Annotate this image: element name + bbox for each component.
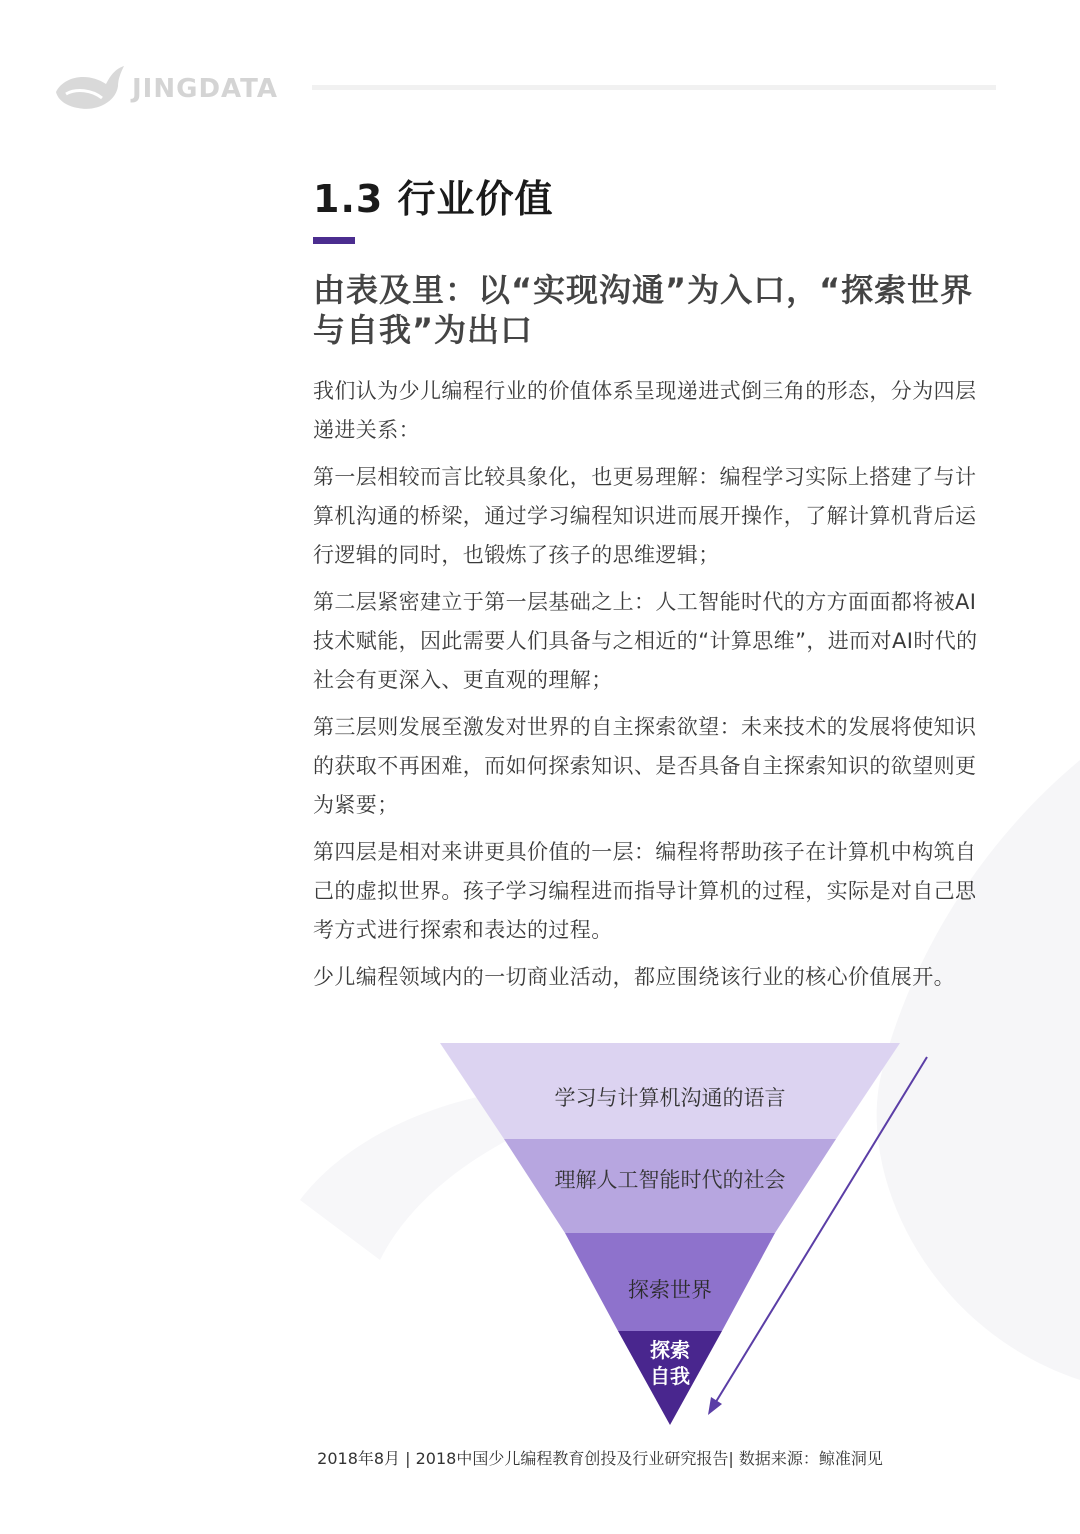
paragraph-layer-3: 第三层则发展至激发对世界的自主探索欲望：未来技术的发展将使知识的获取不再困难，而如何探索知识、是否具备自主探索知识的欲望则更为紧要； (313, 715, 977, 817)
pyramid-layer-4-label-line2: 自我 (650, 1364, 690, 1388)
pyramid-layer-2-label: 理解人工智能时代的社会 (554, 1168, 786, 1192)
page-footer: 2018年8月 | 2018中国少儿编程教育创投及行业研究报告| 数据来源：鲸准洞见 (317, 1449, 883, 1468)
paragraph-layer-4: 第四层是相对来讲更具价值的一层：编程将帮助孩子在计算机中构筑自己的虚拟世界。孩子学习编程进而指导计算机的过程，实际是对自己思考方式进行探索和表达的过程。 (313, 840, 977, 942)
header-divider (312, 85, 996, 90)
pyramid-layer-3-label: 探索世界 (628, 1278, 712, 1302)
paragraph-layer-2: 第二层紧密建立于第一层基础之上：人工智能时代的方方面面都将被AI技术赋能，因此需要人们具备与之相近的“计算思维”，进而对AI时代的社会有更深入、更直观的理解； (313, 590, 978, 692)
logo-text: JINGDATA (132, 74, 278, 104)
section-title: 1.3 行业价值 (313, 177, 554, 221)
pyramid-layer-4-label-line1: 探索 (650, 1338, 690, 1362)
pyramid-layer-1-label: 学习与计算机沟通的语言 (554, 1086, 786, 1110)
value-pyramid-diagram (430, 1035, 950, 1435)
section-subtitle: 由表及里：以“实现沟通”为入口，“探索世界与自我”为出口 (313, 271, 974, 349)
paragraph-layer-1: 第一层相较而言比较具象化，也更易理解：编程学习实际上搭建了与计算机沟通的桥梁，通过学习编程知识进而展开操作，了解计算机背后运行逻辑的同时，也锻炼了孩子的思维逻辑； (313, 465, 977, 567)
paragraph-intro: 我们认为少儿编程行业的价值体系呈现递进式倒三角的形态，分为四层递进关系： (313, 379, 977, 442)
title-accent-bar (313, 237, 355, 244)
body-text (313, 372, 989, 1005)
paragraph-conclusion: 少儿编程领域内的一切商业活动，都应围绕该行业的核心价值展开。 (313, 965, 955, 989)
